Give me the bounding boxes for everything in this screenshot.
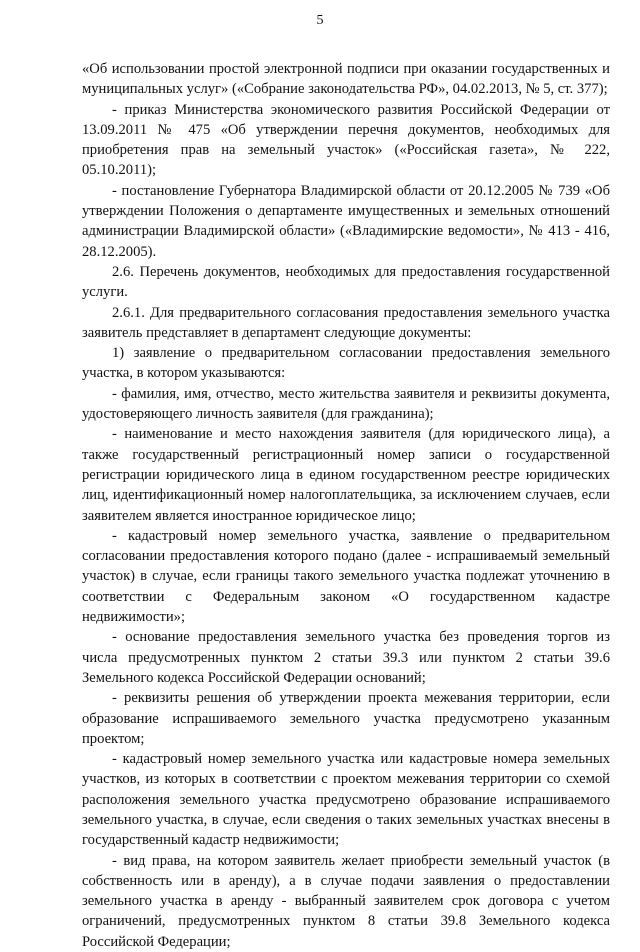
paragraph-13: - вид права, на котором заявитель желает приобрести земельный участок (в собственность или в аренду), а в случае подачи заявления о предоставлении земельного участка в аренду - выбранный заявителем срок договора с учетом ограничений, предусмотренных пунктом 8 статьи 39.8 Земельного кодекса Российской Федерации; [82,852,610,950]
paragraph-8: - наименование и место нахождения заявителя (для юридического лица), а также государственный регистрационный номер записи о государственной регистрации юридического лица в едином государственном реестре юридических лиц, идентификационный номер налогоплательщика, за исключением случаев, если заявителем является иностранное юридическое лицо; [82,426,610,524]
paragraph-11: - реквизиты решения об утверждении проекта межевания территории, если образование испрашиваемого земельного участка предусмотрено указанным проектом; [82,690,610,747]
paragraph-5: 2.6.1. Для предварительного согласования предоставления земельного участка заявитель представляет в департамент следующие документы: [82,304,610,341]
paragraph-2: - приказ Министерства экономического развития Российской Федерации от 13.09.2011 № 475 «Об утверждении перечня документов, необходимых для приобретения прав на земельный участок» («Российская газета», № 222, 05.10.2011); [82,101,610,179]
paragraph-9: - кадастровый номер земельного участка, заявление о предварительном согласовании предоставления которого подано (далее - испрашиваемый земельный участок) в случае, если границы такого земельного участка подлежат уточнению в соответствии с Федеральным законом «О государственном кадастре недвижимости»; [82,527,610,626]
document-body [82,59,610,952]
paragraph-12: - кадастровый номер земельного участка или кадастровые номера земельных участков, из которых в соответствии с проектом межевания территории со схемой расположения земельного участка предусмотрено образование испрашиваемого земельного участка, в случае, если сведения о таких земельных участках внесены в государственный кадастр недвижимости; [82,751,610,849]
paragraph-4: 2.6. Перечень документов, необходимых для предоставления государственной услуги. [82,263,610,301]
paragraph-3: - постановление Губернатора Владимирской области от 20.12.2005 № 739 «Об утверждении Положения о департаменте имущественных и земельных отношений администрации Владимирской области» («Владимирские ведомости», № 413 - 416, 28.12.2005). [82,182,610,260]
paragraph-7: - фамилия, имя, отчество, место жительства заявителя и реквизиты документа, удостоверяющего личность заявителя (для гражданина); [82,385,610,423]
page-number: 5 [316,13,324,28]
paragraph-6: 1) заявление о предварительном согласовании предоставления земельного участка, в котором указываются: [82,345,610,382]
paragraph-1: «Об использовании простой электронной подписи при оказании государственных и муниципальных услуг» («Собрание законодательства РФ», 04.02.2013, № 5, ст. 377); [82,61,610,98]
paragraph-10: - основание предоставления земельного участка без проведения торгов из числа предусмотренных пунктом 2 статьи 39.3 или пунктом 2 статьи 39.6 Земельного кодекса Российской Федерации оснований; [82,629,610,686]
